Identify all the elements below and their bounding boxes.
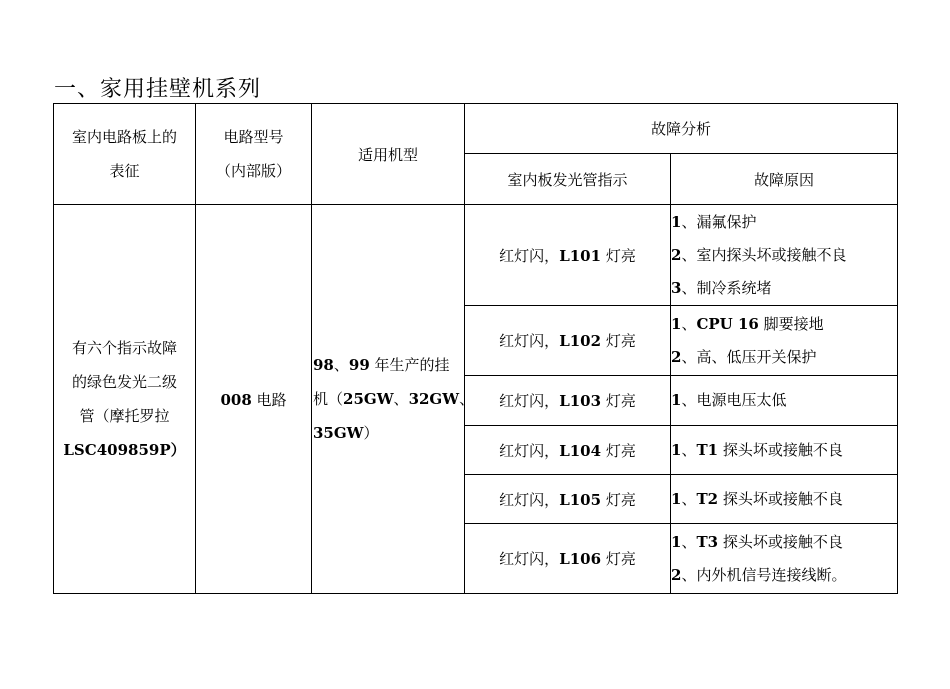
- led-cell: 红灯闪，L104 灯亮: [465, 426, 671, 475]
- cause-cell: 1、T3 探头坏或接触不良 2、内外机信号连接线断。: [671, 524, 898, 594]
- models-cell: 98、99 年生产的挂 机（25GW、32GW、 35GW）: [312, 205, 465, 594]
- symptom-cell: 有六个指示故障 的绿色发光二级 管（摩托罗拉 LSC409859P）: [54, 205, 196, 594]
- circuit-cell: 008 电路: [196, 205, 312, 594]
- led-cell: 红灯闪，L103 灯亮: [465, 376, 671, 426]
- table-row: [54, 205, 898, 306]
- header-led: 室内板发光管指示: [465, 154, 671, 205]
- cause-cell: 1、T2 探头坏或接触不良: [671, 475, 898, 524]
- led-cell: 红灯闪，L101 灯亮: [465, 205, 671, 306]
- header-circuit: 电路型号 （内部版）: [196, 104, 312, 205]
- led-cell: 红灯闪，L106 灯亮: [465, 524, 671, 594]
- section-title: 一、家用挂壁机系列: [54, 77, 262, 102]
- led-cell: 红灯闪，L105 灯亮: [465, 475, 671, 524]
- header-models: 适用机型: [312, 104, 465, 205]
- led-cell: 红灯闪，L102 灯亮: [465, 306, 671, 376]
- cause-cell: 1、T1 探头坏或接触不良: [671, 426, 898, 475]
- cause-cell: 1、CPU 16 脚要接地 2、高、低压开关保护: [671, 306, 898, 376]
- header-symptom: 室内电路板上的 表征: [54, 104, 196, 205]
- header-fault-analysis: 故障分析: [465, 104, 898, 154]
- fault-table: [53, 103, 898, 594]
- header-cause: 故障原因: [671, 154, 898, 205]
- cause-cell: 1、漏氟保护 2、室内探头坏或接触不良 3、制冷系统堵: [671, 205, 898, 306]
- cause-cell: 1、电源电压太低: [671, 376, 898, 426]
